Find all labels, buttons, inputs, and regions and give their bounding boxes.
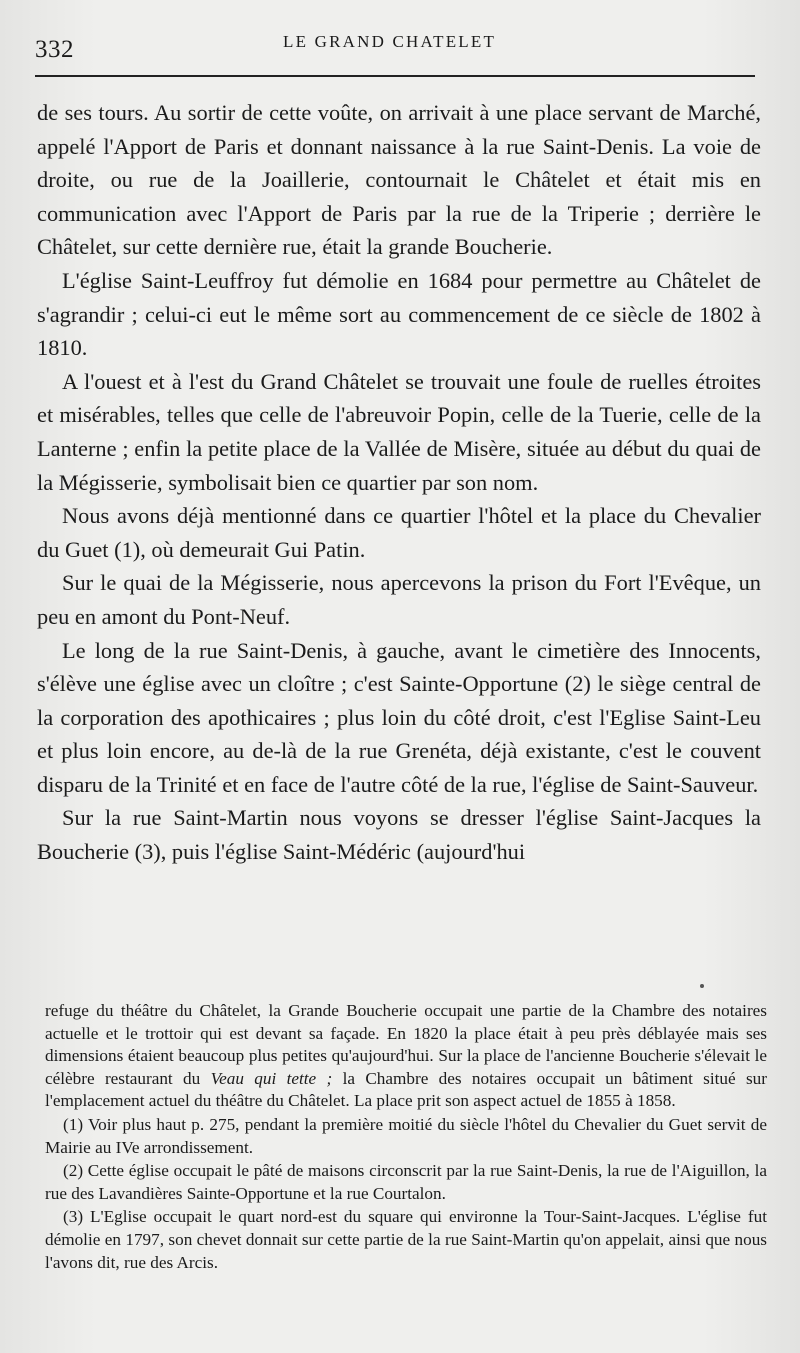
paragraph: Sur la rue Saint-Martin nous voyons se dresser l'église Saint-Jacques la Boucherie (3), puis l'église Saint-Médéric (aujourd'hui [37, 805, 761, 865]
footnotes [45, 1000, 767, 1274]
paragraph: L'église Saint-Leuffroy fut démolie en 1684 pour permettre au Châtelet de s'agrandir ; celui-ci eut le même sort au commencement de ce siècle de 1802 à 1810. [37, 267, 761, 361]
paragraph: A l'ouest et à l'est du Grand Châtelet se trouvait une foule de ruelles étroites et misérables, telles que celle de l'abreuvoir Popin, celle de la Tuerie, celle de la Lanterne ; enfin la petite place de la Vallée de Misère, située au début du quai de la Mégisserie, symbolisait bien ce quartier par son nom. [37, 368, 761, 495]
paragraph: de ses tours. Au sortir de cette voûte, on arrivait à une place servant de Marché, appelé l'Apport de Paris et donnant naissance à la rue Saint-Denis. La voie de droite, ou rue de la Joaillerie, contournait le Châtelet et était mis en communication avec l'Apport de Paris par la rue de la Triperie ; derrière le Châtelet, sur cette dernière rue, était la grande Boucherie. [37, 100, 761, 260]
paragraph: Sur le quai de la Mégisserie, nous apercevons la prison du Fort l'Evêque, un peu en amont du Pont-Neuf. [37, 570, 761, 629]
paragraph: Le long de la rue Saint-Denis, à gauche, avant le cimetière des Innocents, s'élève une église avec un cloître ; c'est Sainte-Opportune (2) le siège central de la corporation des apothicaires ; plus loin du côté droit, c'est l'Eglise Saint-Leu et plus loin encore, au de-là de la rue Grenéta, déjà existante, c'est le couvent disparu de la Trinité et en face de l'autre côté de la rue, l'église de Saint-Sauveur. [37, 637, 761, 797]
footnote-continuation-text: refuge du théâtre du Châtelet, la Grande Boucherie occupait une partie de la Chambre des notaires actuelle et le trottoir qui est devant sa façade. En 1820 la place était à peu près déblayée mais ses dimensions étaient beaucoup plus petites qu'aujourd'hui. Sur la place de l'ancienne Boucherie s'élevait le célèbre restaurant du [45, 1001, 767, 1088]
header-rule [35, 75, 755, 77]
running-title: LE GRAND CHATELET [283, 32, 497, 51]
restaurant-name: Veau qui tette ; [210, 1068, 333, 1088]
footnote-2: (2) Cette église occupait le pâté de maisons circonscrit par la rue Saint-Denis, la rue de l'Aiguillon, la rue des Lavandières Sainte-Opportune et la rue Courtalon. [45, 1161, 767, 1203]
page-number: 332 [35, 36, 74, 63]
footnote-1: (1) Voir plus haut p. 275, pendant la première moitié du siècle l'hôtel du Chevalier du Guet servit de Mairie au IVe arrondissement. [45, 1114, 767, 1157]
footnote-3: (3) L'Eglise occupait le quart nord-est du square qui environne la Tour-Saint-Jacques. L'église fut démolie en 1797, son chevet donnait sur cette partie de la rue Saint-Martin qu'on appelait, ainsi que nous l'avons dit, rue des Arcis. [45, 1207, 767, 1272]
footnote-continuation [45, 1000, 767, 1113]
main-text [37, 96, 761, 869]
footnote-separator-dot [700, 984, 704, 988]
footnote-continuation-text-end: la Chambre des notaires occupait un bâtiment situé sur l'emplacement actuel du théâtre du Châtelet. La place prit son aspect actuel de 1855 à 1858. [45, 1068, 767, 1111]
paragraph: Nous avons déjà mentionné dans ce quartier l'hôtel et la place du Chevalier du Guet (1), où demeurait Gui Patin. [37, 503, 761, 562]
